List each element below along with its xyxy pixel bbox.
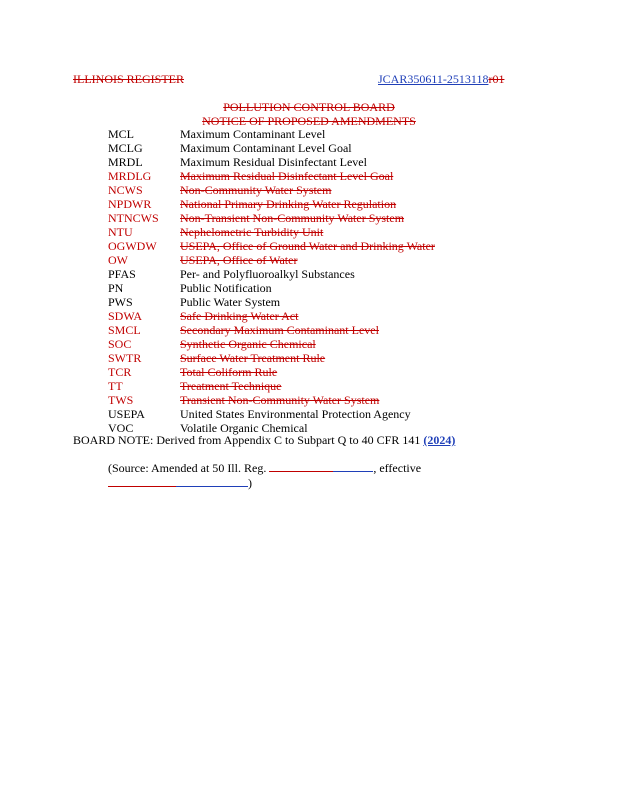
abbreviation-code: NPDWR (108, 197, 152, 211)
abbreviation-definition: Secondary Maximum Contaminant Level (180, 323, 379, 337)
abbreviation-definition: Maximum Residual Disinfectant Level (180, 155, 367, 169)
abbreviation-definition: National Primary Drinking Water Regulation (180, 197, 397, 211)
abbreviation-definition: Surface Water Treatment Rule (180, 351, 326, 365)
abbreviation-definition: Maximum Residual Disinfectant Level Goal (180, 169, 394, 183)
source-effective: , effective (373, 461, 422, 475)
abbreviation-row (108, 267, 435, 281)
abbreviation-row (108, 323, 435, 337)
abbreviation-code: SOC (108, 337, 132, 351)
abbreviation-row (108, 141, 435, 155)
abbreviation-row (108, 127, 435, 141)
abbreviation-definition: USEPA, Office of Water (180, 253, 298, 267)
source-line-2 (108, 476, 252, 491)
board-note (73, 433, 455, 448)
effective-blank-inserted (176, 476, 248, 487)
abbreviation-row (108, 211, 435, 225)
abbreviation-row (108, 197, 435, 211)
header-right (378, 72, 504, 87)
abbreviation-code: MCLG (108, 141, 143, 155)
source-prefix: (Source: Amended at 5 (108, 461, 219, 475)
abbreviation-definition: Public Water System (180, 295, 281, 309)
abbreviation-code: MRDLG (108, 169, 152, 183)
abbreviation-row (108, 393, 435, 407)
board-note-inserted: (2024) (423, 433, 456, 447)
source-close: ) (248, 476, 252, 490)
abbreviation-code: TWS (108, 393, 134, 407)
abbreviation-row (108, 225, 435, 239)
source-blank-inserted (333, 461, 373, 472)
abbreviation-definition: Public Notification (180, 281, 272, 295)
abbreviation-definition: Non-Community Water System (180, 183, 332, 197)
header-left: ILLINOIS REGISTER (73, 72, 184, 86)
effective-blank-deleted (108, 476, 176, 487)
abbreviation-code: NTNCWS (108, 211, 159, 225)
abbreviation-code: PN (108, 281, 124, 295)
abbreviation-row (108, 239, 435, 253)
board-title: POLLUTION CONTROL BOARD (223, 100, 395, 114)
abbreviation-code: VOC (108, 421, 134, 435)
abbreviation-row (108, 169, 435, 183)
abbreviation-definition: Transient Non-Community Water System (180, 393, 380, 407)
abbreviation-code: MCL (108, 127, 135, 141)
abbreviation-code: MRDL (108, 155, 143, 169)
header-jcar-deleted: r01 (488, 72, 505, 86)
board-note-text: BOARD NOTE: Derived from Appendix C to Subpart Q to 40 CFR 141 (73, 433, 421, 447)
header-jcar-inserted: JCAR350611-2513118 (378, 72, 489, 86)
abbreviation-definition: Synthetic Organic Chemical (180, 337, 316, 351)
abbreviation-code: SMCL (108, 323, 141, 337)
abbreviation-list (108, 127, 435, 435)
abbreviation-row (108, 379, 435, 393)
abbreviation-row (108, 155, 435, 169)
abbreviation-code: SWTR (108, 351, 142, 365)
abbreviation-definition: Non-Transient Non-Community Water System (180, 211, 405, 225)
abbreviation-code: TT (108, 379, 123, 393)
abbreviation-code: NCWS (108, 183, 143, 197)
abbreviation-row (108, 337, 435, 351)
abbreviation-row (108, 281, 435, 295)
abbreviation-definition: Nephelometric Turbidity Unit (180, 225, 324, 239)
source-line (108, 461, 421, 476)
abbreviation-definition: Per- and Polyfluoroalkyl Substances (180, 267, 355, 281)
abbreviation-definition: Safe Drinking Water Act (180, 309, 299, 323)
abbreviation-row (108, 253, 435, 267)
abbreviation-row (108, 183, 435, 197)
abbreviation-code: OW (108, 253, 128, 267)
abbreviation-row (108, 351, 435, 365)
abbreviation-definition: Treatment Technique (180, 379, 282, 393)
abbreviation-code: NTU (108, 225, 133, 239)
abbreviation-definition: Maximum Contaminant Level (180, 127, 326, 141)
abbreviation-row (108, 295, 435, 309)
notice-title: NOTICE OF PROPOSED AMENDMENTS (202, 114, 416, 128)
abbreviation-row (108, 309, 435, 323)
source-blank-deleted (269, 461, 333, 472)
abbreviation-definition: Maximum Contaminant Level Goal (180, 141, 352, 155)
abbreviation-definition: United States Environmental Protection Agency (180, 407, 411, 421)
abbreviation-code: USEPA (108, 407, 145, 421)
source-ill: 0 Ill. (218, 461, 241, 475)
abbreviation-code: OGWDW (108, 239, 157, 253)
abbreviation-definition: Total Coliform Rule (180, 365, 278, 379)
abbreviation-code: PWS (108, 295, 133, 309)
abbreviation-definition: USEPA, Office of Ground Water and Drinking Water (180, 239, 435, 253)
abbreviation-code: TCR (108, 365, 132, 379)
abbreviation-code: SDWA (108, 309, 143, 323)
abbreviation-row (108, 407, 435, 421)
source-reg: Reg. (240, 461, 270, 475)
abbreviation-row (108, 365, 435, 379)
abbreviation-definition: Volatile Organic Chemical (180, 421, 308, 435)
abbreviation-code: PFAS (108, 267, 136, 281)
